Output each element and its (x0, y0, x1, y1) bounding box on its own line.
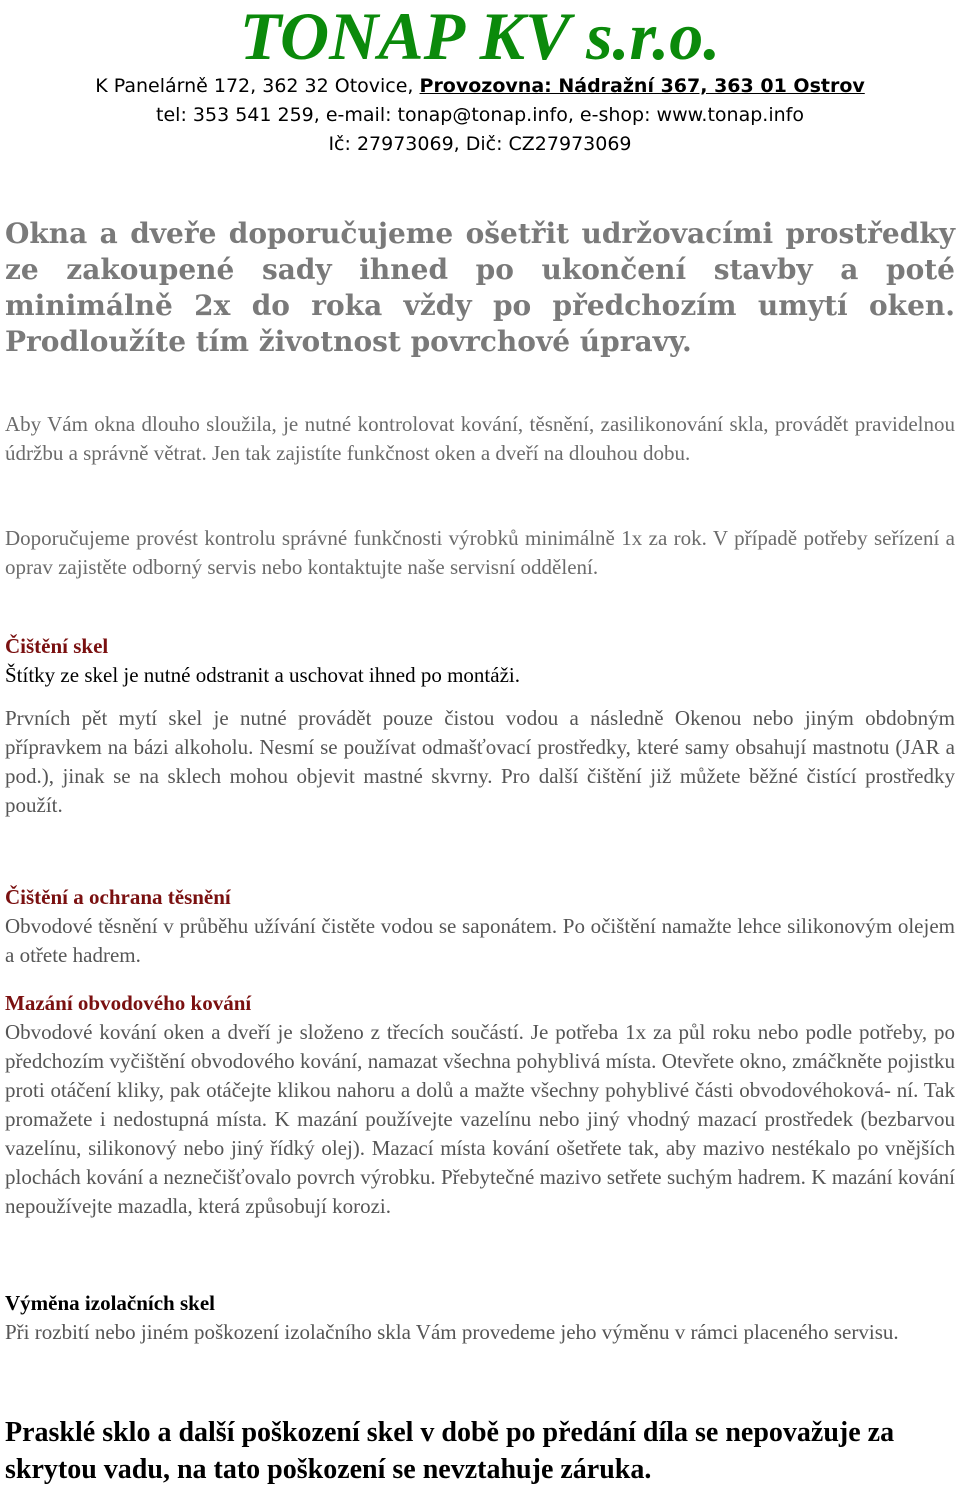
contact-line: tel: 353 541 259, e-mail: tonap@tonap.info, e-shop: www.tonap.info (156, 104, 804, 126)
section-text: Obvodové kování oken a dveří je složeno z třecích součástí. Je potřeba 1x za půl roku nebo podle potřeby, po předchozím vyčištění obvodového kování, namazat všechna pohyblivá místa. Otevřete okno, zmáčkněte pojistku proti otáčení kliky, pak otáčejte klikou nahoru a dolů a mažte všechny pohyblivé části obvodovéhoková- ní. Tak promažete i nedostupná místa. K mazání používejte vazelínu nebo jiný vhodný mazací prostředek (bezbarvou vazelínu, silikonový nebo jiný řídký olej). Mazací místa kování ošetřete tak, aby mazivo nestékalo po vnějších plochách kování a neznečišťovalo povrch výrobku. Přebytečné mazivo setřete suchým hadrem. K mazání kování nepoužívejte mazadla, která způsobují korozi. (5, 1020, 955, 1218)
address-text: K Panelárně 172, 362 32 Otovice, (95, 75, 420, 97)
section-glass-cleaning (5, 632, 955, 820)
section-seals (5, 883, 955, 970)
inspection-paragraph: Doporučujeme provést kontrolu správné funkčnosti výrobků minimálně 1x za rok. V případě potřeby seřízení a oprav zajistěte odborný servis nebo kontaktujte naše servisní oddělení. (5, 526, 955, 579)
address-line (0, 72, 960, 101)
section-title: Výměna izolačních skel (5, 1291, 215, 1315)
letterhead (0, 0, 960, 159)
section-glass-exchange (5, 1289, 955, 1347)
section-title: Čištění skel (5, 634, 109, 658)
company-name: TONAP KV s.r.o. (239, 0, 721, 74)
section-hardware (5, 989, 955, 1221)
section-text: Štítky ze skel je nutné odstranit a uschovat ihned po montáži. (5, 663, 520, 687)
section-title: Čištění a ochrana těsnění (5, 885, 231, 909)
section-title: Mazání obvodového kování (5, 991, 252, 1015)
branch-link[interactable]: Provozovna: Nádražní 367, 363 01 Ostrov (419, 75, 865, 97)
company-ids: Ič: 27973069, Dič: CZ27973069 (328, 133, 632, 155)
intro-paragraph: Okna a dveře doporučujeme ošetřit udržovacími prostředky ze zakoupené sady ihned po ukončení stavby a poté minimálně 2x do roka vždy po předchozím umytí oken. Prodloužíte tím životnost povrchové úpravy. (5, 217, 955, 358)
section-text: Při rozbití nebo jiném poškození izolačního skla Vám provedeme jeho výměnu v rámci placeného servisu. (5, 1320, 899, 1344)
maintenance-paragraph: Aby Vám okna dlouho sloužila, je nutné kontrolovat kování, těsnění, zasilikonování skla, provádět pravidelnou údržbu a správně větrat. Jen tak zajistíte funkčnost oken a dveří na dlouhou dobu. (5, 412, 955, 465)
section-text: Prvních pět mytí skel je nutné provádět pouze čistou vodou a následně Okenou nebo jiným obdobným přípravkem na bázi alkoholu. Nesmí se používat odmašťovací prostředky, které samy obsahují mastnotu (JAR a pod.), jinak se na sklech mohou objevit mastné skvrny. Pro další čištění již můžete běžné čistící prostředky použít. (5, 706, 955, 817)
warranty-notice: Prasklé sklo a další poškození skel v době po předání díla se nepovažuje za skrytou vadu, na tato poškození se nevztahuje záruka. (5, 1417, 895, 1485)
section-text: Obvodové těsnění v průběhu užívání čistěte vodou se saponátem. Po očištění namažte lehce silikonovým olejem a otřete hadrem. (5, 914, 955, 967)
